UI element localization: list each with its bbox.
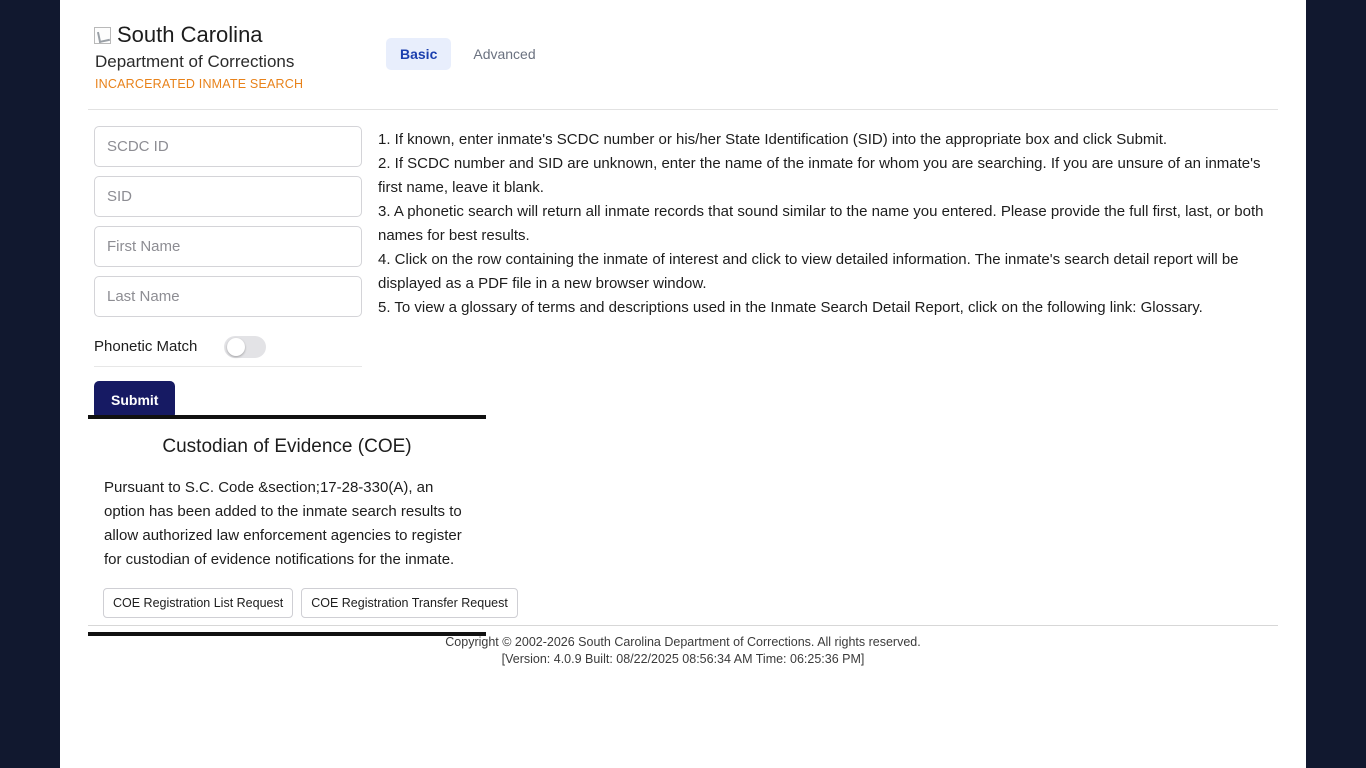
first-name-input[interactable]: [94, 226, 362, 267]
coe-registration-transfer-request-button[interactable]: COE Registration Transfer Request: [301, 588, 518, 618]
tab-basic[interactable]: Basic: [386, 38, 451, 70]
custodian-of-evidence-panel: [88, 415, 508, 636]
sid-input[interactable]: [94, 176, 362, 217]
page-canvas: [60, 0, 1306, 768]
brand-block: [94, 22, 394, 91]
instruction-item-1: 1. If known, enter inmate's SCDC number or his/her State Identification (SID) into the appropriate box and click Submit.: [378, 131, 1168, 148]
instruction-item-2: 2. If SCDC number and SID are unknown, enter the name of the inmate for whom you are searching. If you are unsure of an inmate's first name, leave it blank.: [378, 155, 1261, 196]
toggle-knob: [227, 338, 245, 356]
scdc-id-input[interactable]: [94, 126, 362, 167]
instructions-list: [378, 128, 1278, 320]
instruction-item-3: 3. A phonetic search will return all inmate records that sound similar to the name you entered. Please provide the full first, last, or both names for best results.: [378, 203, 1264, 244]
phonetic-match-toggle[interactable]: [224, 336, 266, 358]
site-header: [88, 0, 1278, 110]
footer-copyright: Copyright © 2002-2026 South Carolina Department of Corrections. All rights reserved.: [445, 635, 921, 649]
instruction-item-5: 5. To view a glossary of terms and descriptions used in the Inmate Search Detail Report, click on the following link: Glossary.: [378, 299, 1203, 316]
brand-tagline: INCARCERATED INMATE SEARCH: [95, 77, 304, 91]
coe-title: Custodian of Evidence (COE): [162, 436, 412, 457]
brand-subtitle: Department of Corrections: [95, 52, 295, 71]
agency-logo-icon: [94, 27, 111, 44]
search-mode-tabs: [386, 38, 550, 70]
tab-advanced[interactable]: Advanced: [473, 46, 536, 62]
last-name-input[interactable]: [94, 276, 362, 317]
coe-registration-list-request-button[interactable]: COE Registration List Request: [103, 588, 293, 618]
footer-version: [Version: 4.0.9 Built: 08/22/2025 08:56:34 AM Time: 06:25:36 PM]: [501, 652, 865, 666]
instruction-item-4: 4. Click on the row containing the inmate of interest and click to view detailed information. The inmate's search detail report will be displayed as a PDF file in a new browser window.: [378, 251, 1239, 292]
page-title: South Carolina: [117, 22, 263, 47]
search-form: [94, 126, 364, 419]
site-footer: [88, 625, 1278, 668]
coe-button-group: [96, 588, 508, 618]
phonetic-match-row: [94, 327, 362, 367]
phonetic-match-label: Phonetic Match: [94, 338, 198, 355]
coe-description: Pursuant to S.C. Code &section;17-28-330(A), an option has been added to the inmate search results to allow authorized law enforcement agencies to register for custodian of evidence notifications for the inmate.: [104, 479, 462, 568]
submit-button[interactable]: Submit: [94, 381, 175, 419]
